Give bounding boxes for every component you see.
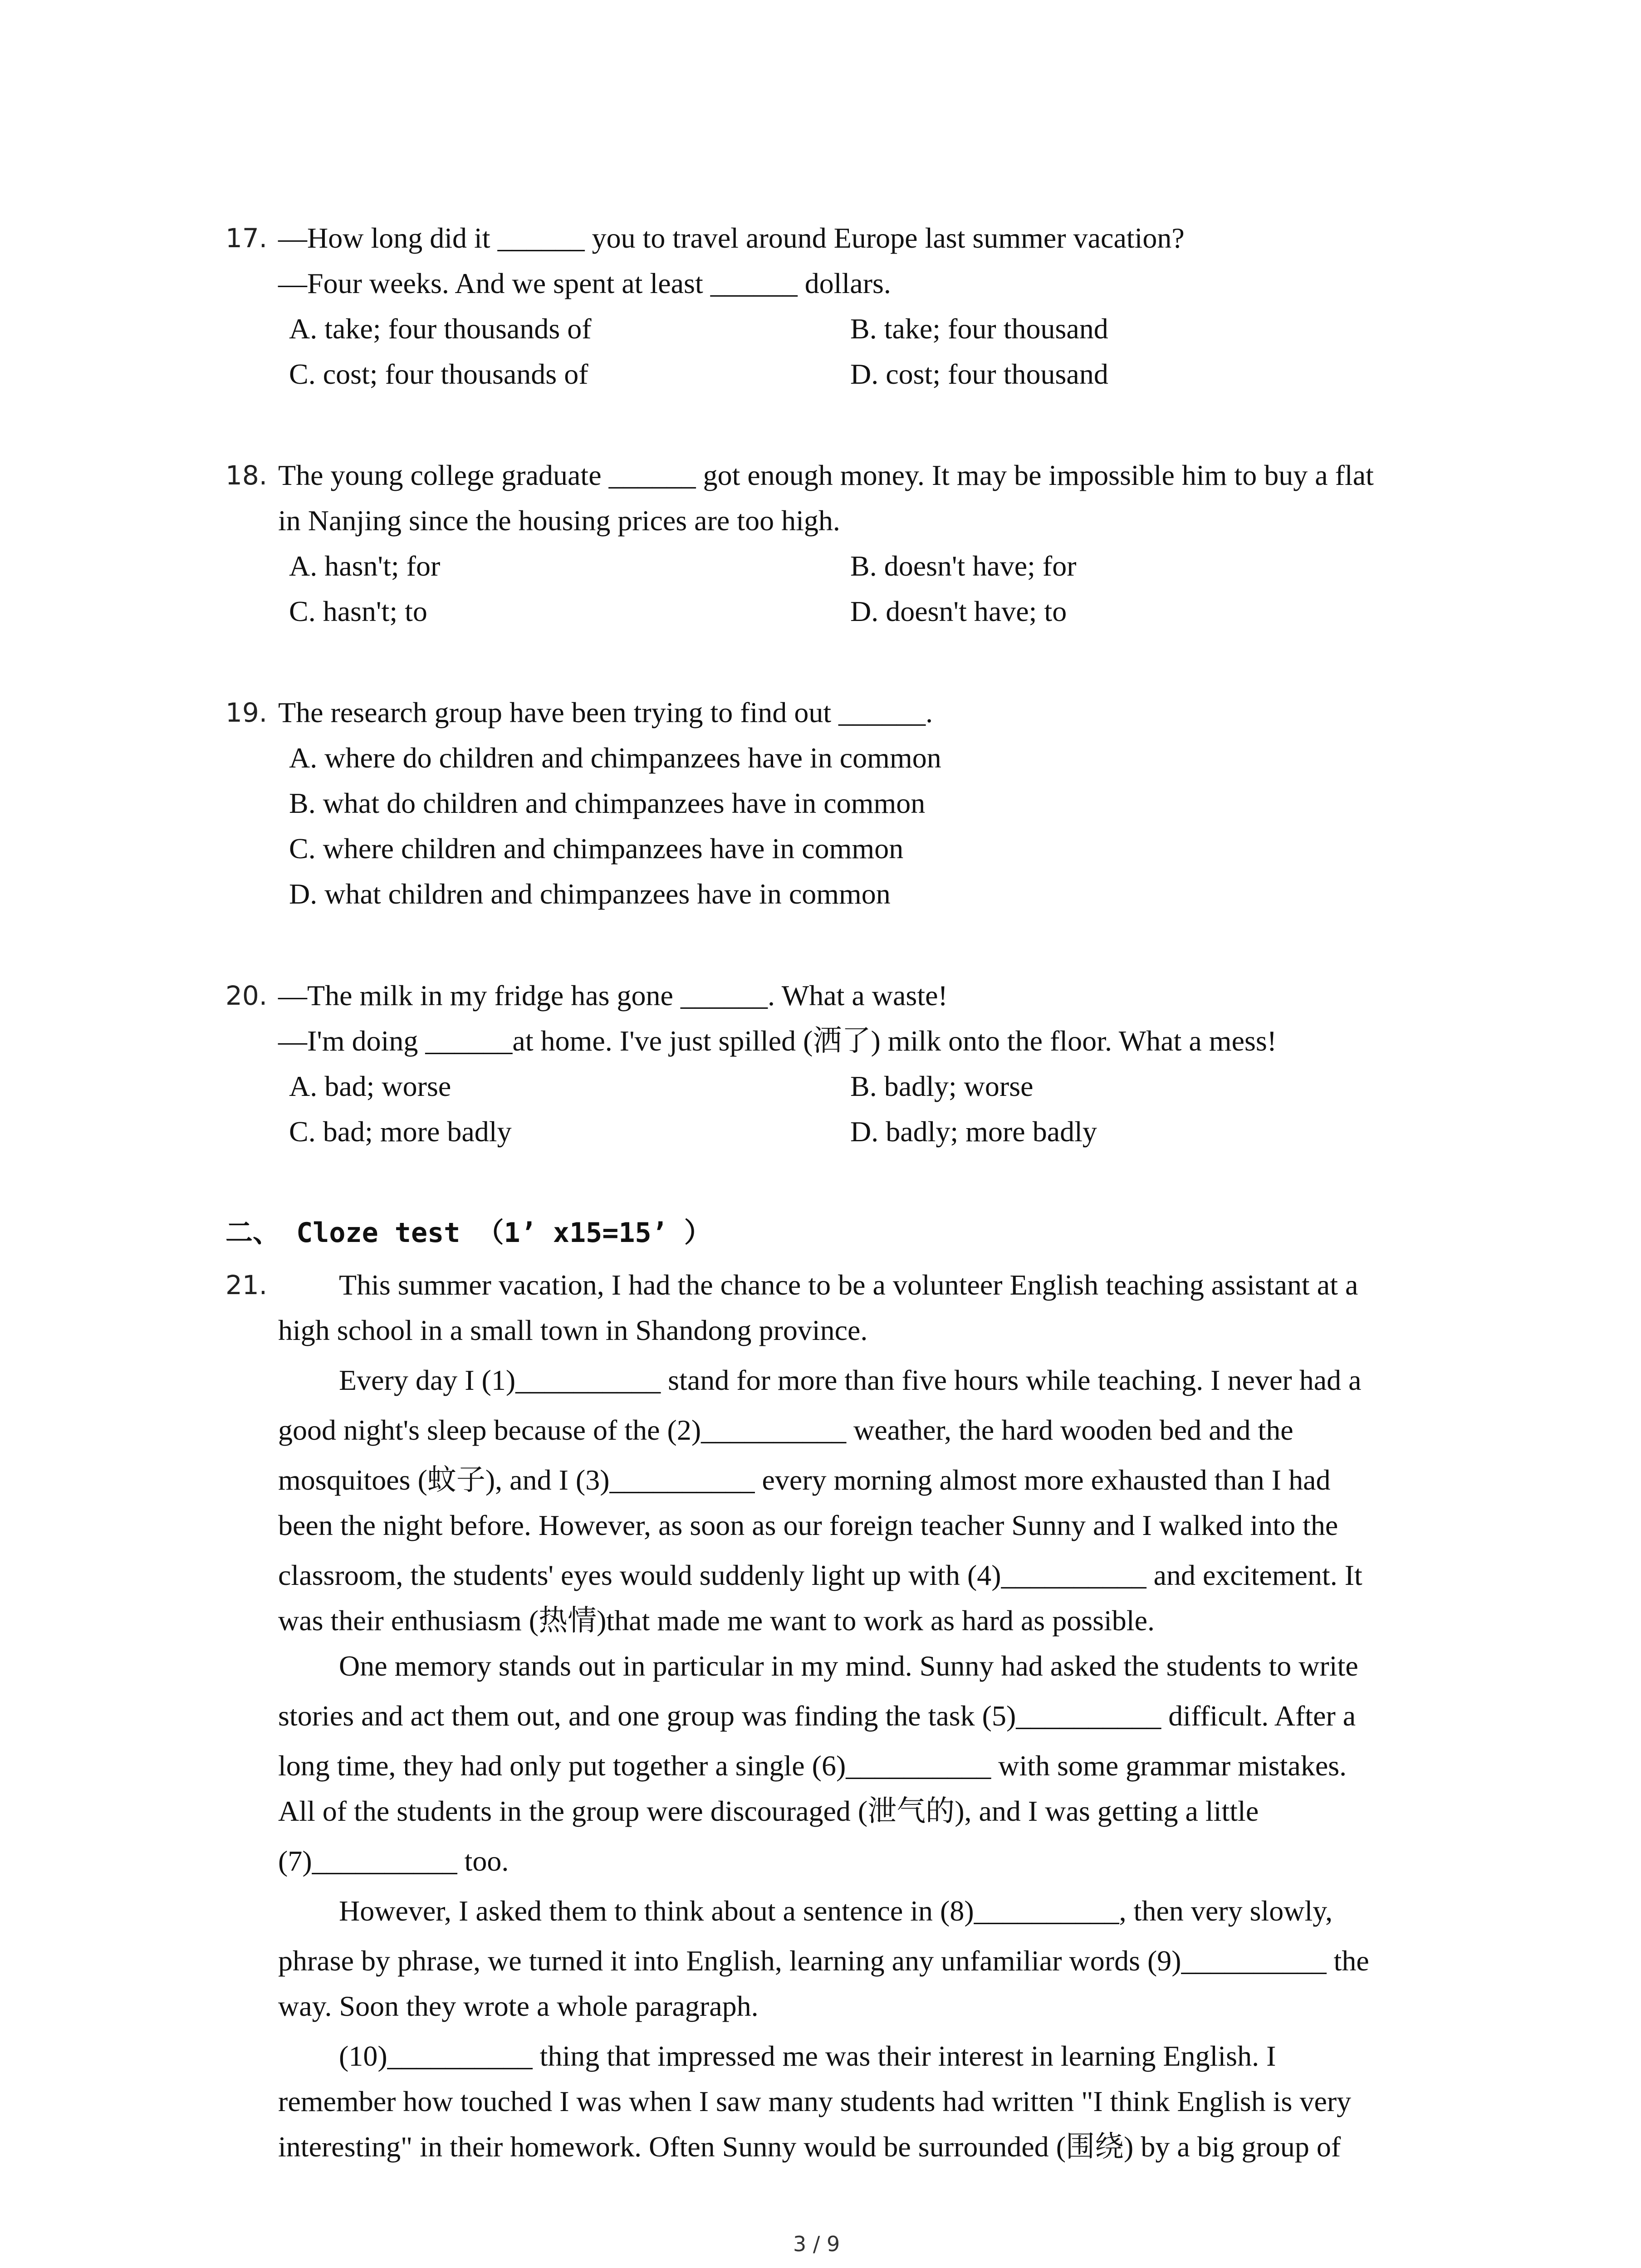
question-stem: The young college graduate ______ got enough money. It may be impossible him to buy a flat [278,459,1374,491]
passage-line: good night's sleep because of the (2)__________ weather, the hard wooden bed and the [278,1414,1293,1446]
passage-line: However, I asked them to think about a sentence in (8)__________, then very slowly, [339,1895,1333,1927]
question-number: 21. [225,1270,268,1300]
option-a: A. hasn't; for [289,550,441,582]
option-b: B. badly; worse [850,1070,1034,1102]
passage-line: Every day I (1)__________ stand for more than five hours while teaching. I never had a [339,1364,1362,1396]
option-d: D. doesn't have; to [850,595,1067,627]
option-c: C. hasn't; to [289,595,427,627]
passage-line: (7)__________ too. [278,1845,509,1877]
passage-line: interesting" in their homework. Often Sunny would be surrounded (围绕) by a big group of [278,2131,1341,2163]
option-a: A. bad; worse [289,1070,451,1102]
passage-line: One memory stands out in particular in my mind. Sunny had asked the students to write [339,1650,1358,1682]
option-b: B. take; four thousand [850,313,1108,345]
option-a: A. take; four thousands of [289,313,592,345]
passage-line: This summer vacation, I had the chance to be a volunteer English teaching assistant at a [339,1269,1358,1301]
passage-line: high school in a small town in Shandong province. [278,1314,868,1346]
question-stem: The research group have been trying to find out ______. [278,696,933,728]
option-b: B. doesn't have; for [850,550,1077,582]
question-stem: —Four weeks. And we spent at least ______ dollars. [278,267,891,299]
question-number: 17. [225,223,268,254]
question-number: 19. [225,697,268,728]
question-number: 20. [225,980,268,1011]
option-b: B. what do children and chimpanzees have in common [289,787,926,819]
passage-line: remember how touched I was when I saw many students had written "I think English is very [278,2085,1352,2117]
option-d: D. badly; more badly [850,1115,1097,1148]
passage-line: been the night before. However, as soon as our foreign teacher Sunny and I walked into the [278,1509,1338,1541]
question-stem: —The milk in my fridge has gone ______. What a waste! [278,979,948,1012]
question-number: 18. [225,460,268,491]
passage-line: was their enthusiasm (热情)that made me want to work as hard as possible. [278,1604,1155,1637]
option-a: A. where do children and chimpanzees have in common [289,742,941,774]
passage-line: classroom, the students' eyes would suddenly light up with (4)__________ and excitement. It [278,1559,1362,1591]
option-d: D. cost; four thousand [850,358,1108,390]
option-c: C. bad; more badly [289,1115,512,1148]
passage-line: mosquitoes (蚊子), and I (3)__________ every morning almost more exhausted than I had [278,1464,1331,1496]
page-number: 3 / 9 [793,2232,840,2256]
option-c: C. where children and chimpanzees have in common [289,832,904,865]
passage-line: phrase by phrase, we turned it into English, learning any unfamiliar words (9)__________ the [278,1945,1369,1977]
passage-line: long time, they had only put together a single (6)__________ with some grammar mistakes. [278,1750,1347,1782]
option-c: C. cost; four thousands of [289,358,588,390]
option-d: D. what children and chimpanzees have in common [289,878,891,910]
passage-line: stories and act them out, and one group was finding the task (5)__________ difficult. After a [278,1700,1356,1732]
question-stem: —How long did it ______ you to travel around Europe last summer vacation? [278,222,1185,254]
section-title: 二、 Cloze test （1’ x15=15’ ） [225,1217,711,1249]
passage-line: way. Soon they wrote a whole paragraph. [278,1990,759,2022]
question-stem: in Nanjing since the housing prices are too high. [278,504,840,537]
passage-line: (10)__________ thing that impressed me was their interest in learning English. I [339,2040,1276,2072]
question-stem: —I'm doing ______at home. I've just spilled (洒了) milk onto the floor. What a mess! [278,1025,1277,1057]
passage-line: All of the students in the group were discouraged (泄气的), and I was getting a little [278,1795,1259,1827]
